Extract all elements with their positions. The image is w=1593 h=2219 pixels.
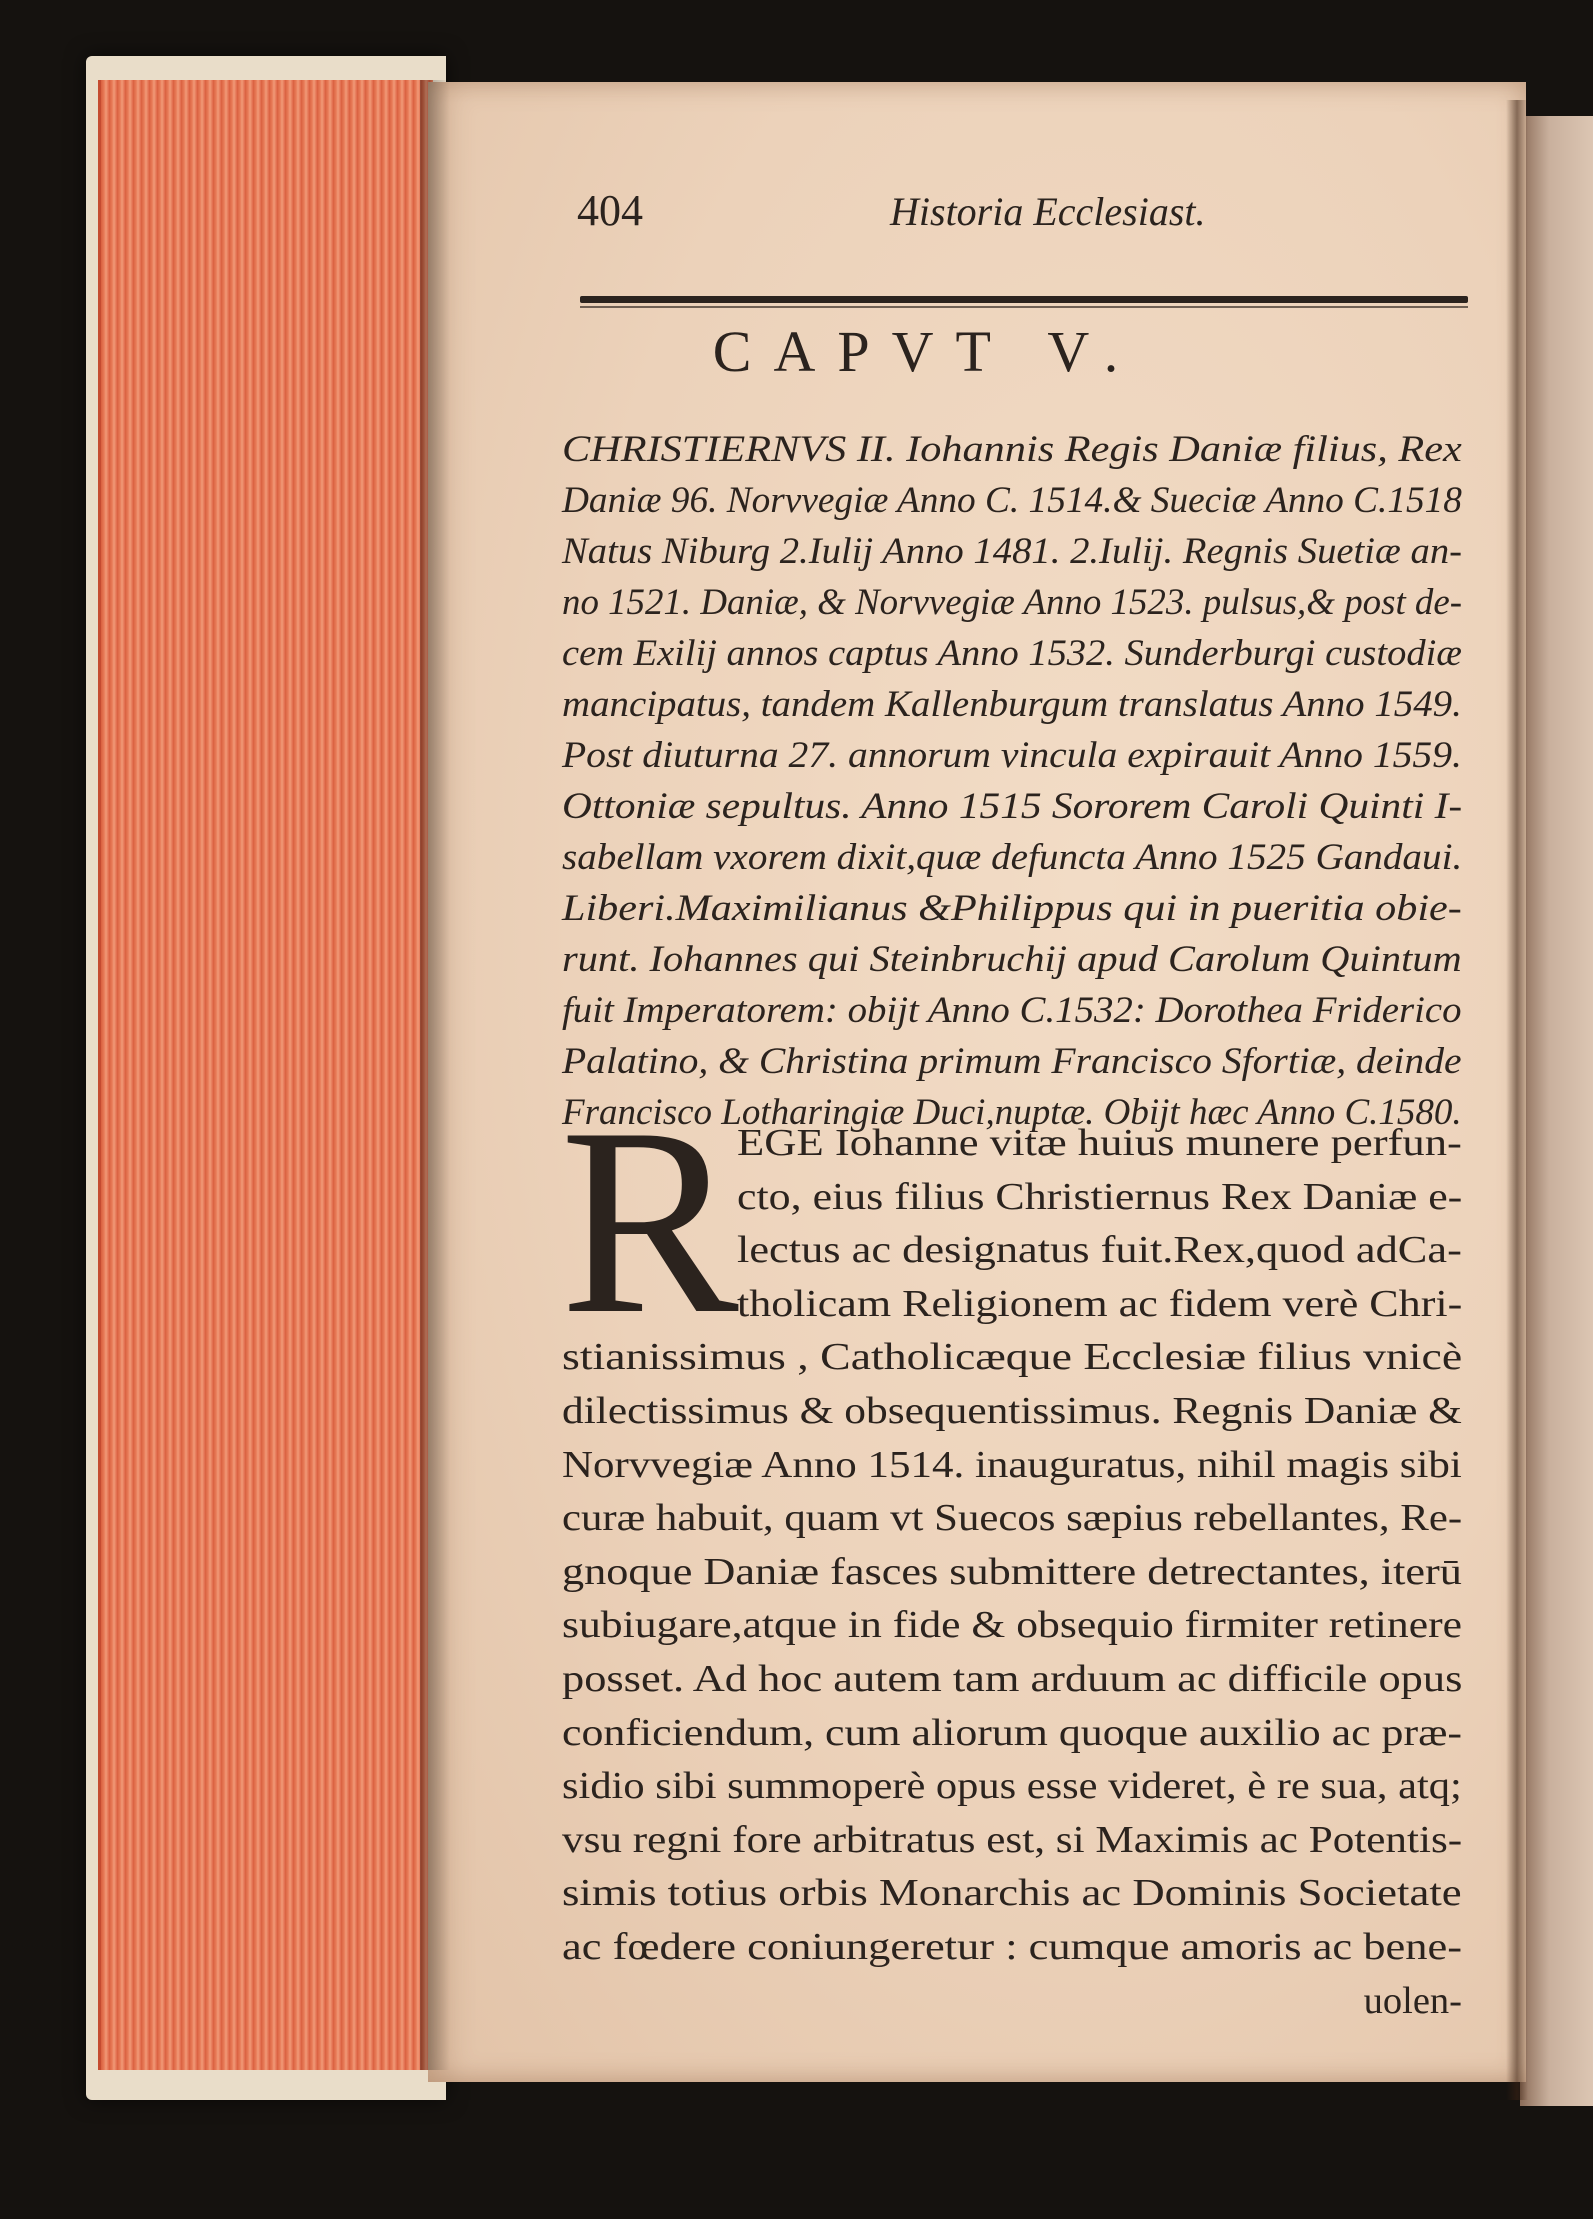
summary-line: Daniæ 96. Norvvegiæ Anno C. 1514.& Sueciæ Anno C.1518: [562, 480, 1462, 521]
summary-line: fuit Imperatorem: obijt Anno C.1532: Dorothea Friderico: [562, 990, 1462, 1031]
body-line: sidio sibi summoperè opus esse videret, è re sua, atq;: [562, 1765, 1462, 1808]
body-line: Norvvegiæ Anno 1514. inauguratus, nihil magis sibi: [562, 1443, 1462, 1486]
catchword: uolen-: [1363, 1979, 1462, 2022]
body-line: simis totius orbis Monarchis ac Dominis Societate: [562, 1872, 1462, 1915]
summary-line: CHRISTIERNVS II. Iohannis Regis Daniæ filius, Rex: [562, 429, 1462, 470]
body-line: subiugare,atque in fide & obsequio firmiter retinere: [562, 1604, 1462, 1647]
summary-line: Francisco Lotharingiæ Duci,nuptæ. Obijt hæc Anno C.1580.: [562, 1092, 1462, 1133]
page-number: 404: [577, 186, 643, 235]
summary-line: Liberi.Maximilianus &Philippus qui in pueritia obie-: [562, 888, 1462, 929]
summary-line: mancipatus, tandem Kallenburgum translatus Anno 1549.: [562, 684, 1462, 725]
chapter-title: CAPVT V.: [712, 319, 1141, 384]
summary-line: runt. Iohannes qui Steinbruchij apud Carolum Quintum: [562, 939, 1462, 980]
body-line: posset. Ad hoc autem tam arduum ac difficile opus: [562, 1657, 1463, 1700]
facing-page: [1520, 116, 1593, 2106]
body-text: [562, 1117, 1472, 2028]
body-line: tholicam Religionem ac fidem verè Chri-: [737, 1282, 1463, 1325]
chapter-summary: [562, 424, 1472, 1138]
body-line: EGE Iohanne vitæ huius munere perfun-: [737, 1122, 1462, 1164]
summary-line: Post diuturna 27. annorum vincula expirauit Anno 1559.: [562, 735, 1462, 776]
summary-line: Ottoniæ sepultus. Anno 1515 Sororem Caroli Quinti I-: [562, 786, 1463, 827]
header-rule: [580, 296, 1468, 303]
body-line: curæ habuit, quam vt Suecos sæpius rebellantes, Re-: [562, 1497, 1463, 1540]
body-line: cto, eius filius Christiernus Rex Daniæ e-: [737, 1175, 1463, 1218]
running-head: Historia Ecclesiast.: [890, 189, 1206, 234]
header-rule-thin: [580, 306, 1468, 308]
body-line: conficiendum, cum aliorum quoque auxilio ac præ-: [562, 1711, 1462, 1754]
summary-line: sabellam vxorem dixit,quæ defuncta Anno 1525 Gandaui.: [562, 837, 1463, 878]
body-line: gnoque Daniæ fasces submittere detrectantes, iterū: [562, 1550, 1462, 1593]
body-line: stianissimus , Catholicæque Ecclesiæ filius vnicè: [562, 1336, 1463, 1379]
summary-line: cem Exilij annos captus Anno 1532. Sunderburgi custodiæ: [562, 633, 1462, 674]
summary-line: Natus Niburg 2.Iulij Anno 1481. 2.Iulij. Regnis Suetiæ an-: [562, 531, 1463, 572]
body-line: vsu regni fore arbitratus est, si Maximis ac Potentis-: [562, 1818, 1463, 1861]
drop-cap: R: [560, 1072, 739, 1369]
body-line: ac fœdere coniungeretur : cumque amoris ac bene-: [562, 1925, 1463, 1968]
body-line: dilectissimus & obsequentissimus. Regnis Daniæ &: [562, 1389, 1462, 1432]
summary-line: Palatino, & Christina primum Francisco Sfortiæ, deinde: [562, 1041, 1462, 1082]
spine-shadow: [1506, 100, 1528, 2100]
body-line: lectus ac designatus fuit.Rex,quod adCa-: [737, 1229, 1462, 1272]
summary-line: no 1521. Daniæ, & Norvvegiæ Anno 1523. pulsus,& post de-: [562, 582, 1463, 623]
